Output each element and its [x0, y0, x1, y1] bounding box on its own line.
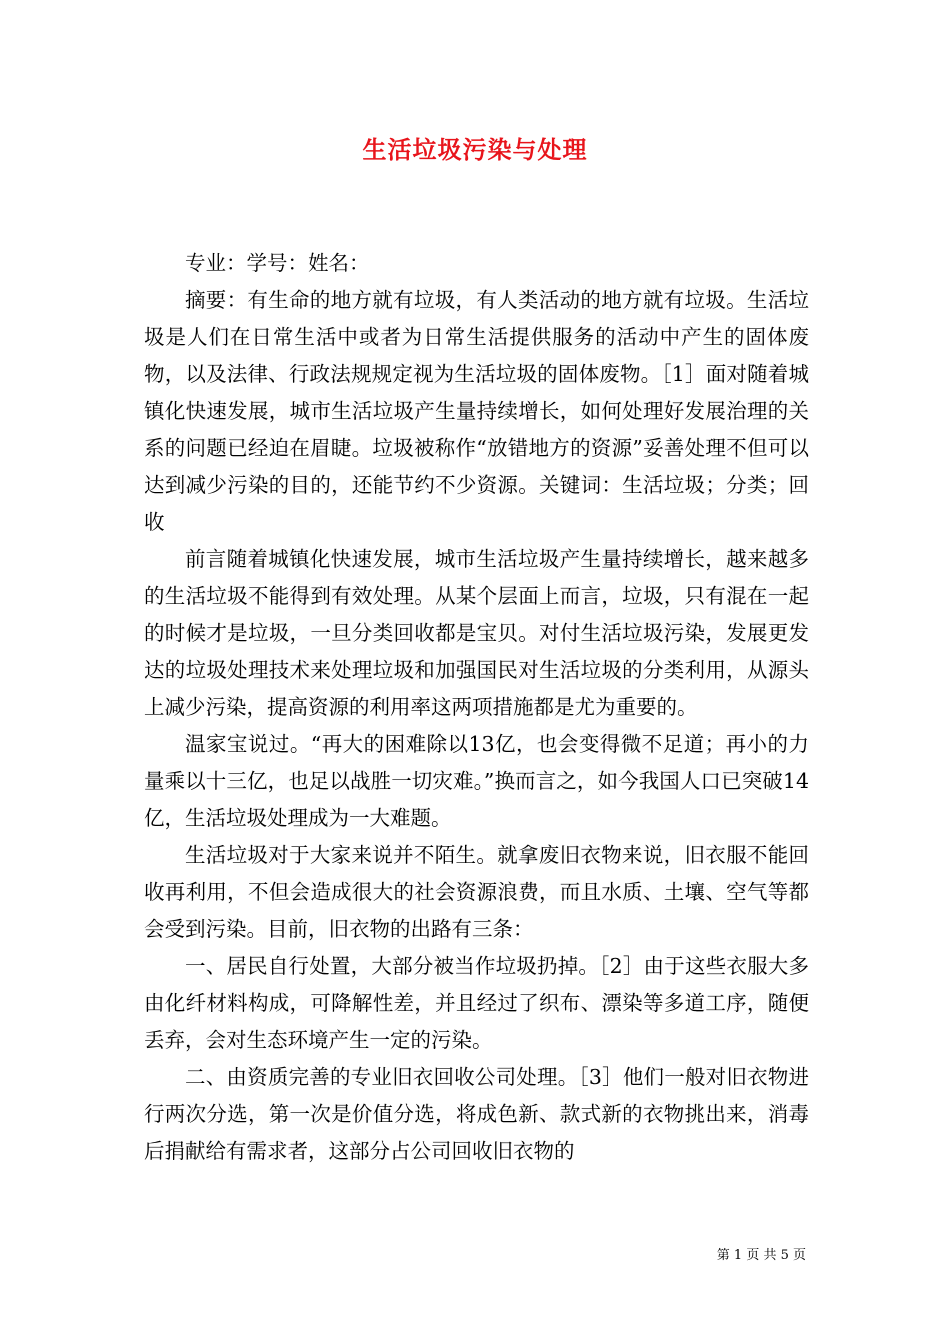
document-body	[144, 245, 809, 1170]
author-info-line: 专业：学号：姓名：	[185, 251, 370, 275]
document-title: 生活垃圾污染与处理	[362, 135, 588, 164]
option-two-paragraph: 二、由资质完善的专业旧衣回收公司处理。［3］他们一般对旧衣物进行两次分选，第一次是价值分选，将成色新、款式新的衣物挑出来，消毒后捐献给有需求者，这部分占公司回收旧衣物的	[144, 1065, 809, 1163]
page-number-footer: 第 1 页 共 5 页	[716, 1248, 806, 1263]
abstract-paragraph: 摘要：有生命的地方就有垃圾，有人类活动的地方就有垃圾。生活垃圾是人们在日常生活中或者为日常生活提供服务的活动中产生的固体废物，以及法律、行政法规规定视为生活垃圾的固体废物。［1］面对随着城镇化快速发展，城市生活垃圾产生量持续增长，如何处理好发展治理的关系的问题已经迫在眉睫。垃圾被称作“放错地方的资源”妥善处理不但可以达到减少污染的目的，还能节约不少资源。关键词：生活垃圾；分类；回收	[144, 288, 809, 534]
quote-paragraph: 温家宝说过。“再大的困难除以13亿，也会变得微不足道；再小的力量乘以十三亿，也足以战胜一切灾难。”换而言之，如今我国人口已突破14亿，生活垃圾处理成为一大难题。	[144, 732, 809, 830]
option-one-paragraph: 一、居民自行处置，大部分被当作垃圾扔掉。［2］由于这些衣服大多由化纤材料构成，可降解性差，并且经过了织布、漂染等多道工序，随便丢弃，会对生态环境产生一定的污染。	[144, 954, 809, 1052]
preface-paragraph: 前言随着城镇化快速发展，城市生活垃圾产生量持续增长，越来越多的生活垃圾不能得到有效处理。从某个层面上而言，垃圾，只有混在一起的时候才是垃圾，一旦分类回收都是宝贝。对付生活垃圾污染，发展更发达的垃圾处理技术来处理垃圾和加强国民对生活垃圾的分类利用，从源头上减少污染，提高资源的利用率这两项措施都是尤为重要的。	[144, 547, 809, 719]
clothing-paragraph: 生活垃圾对于大家来说并不陌生。就拿废旧衣物来说，旧衣服不能回收再利用，不但会造成很大的社会资源浪费，而且水质、土壤、空气等都会受到污染。目前，旧衣物的出路有三条：	[144, 843, 809, 941]
